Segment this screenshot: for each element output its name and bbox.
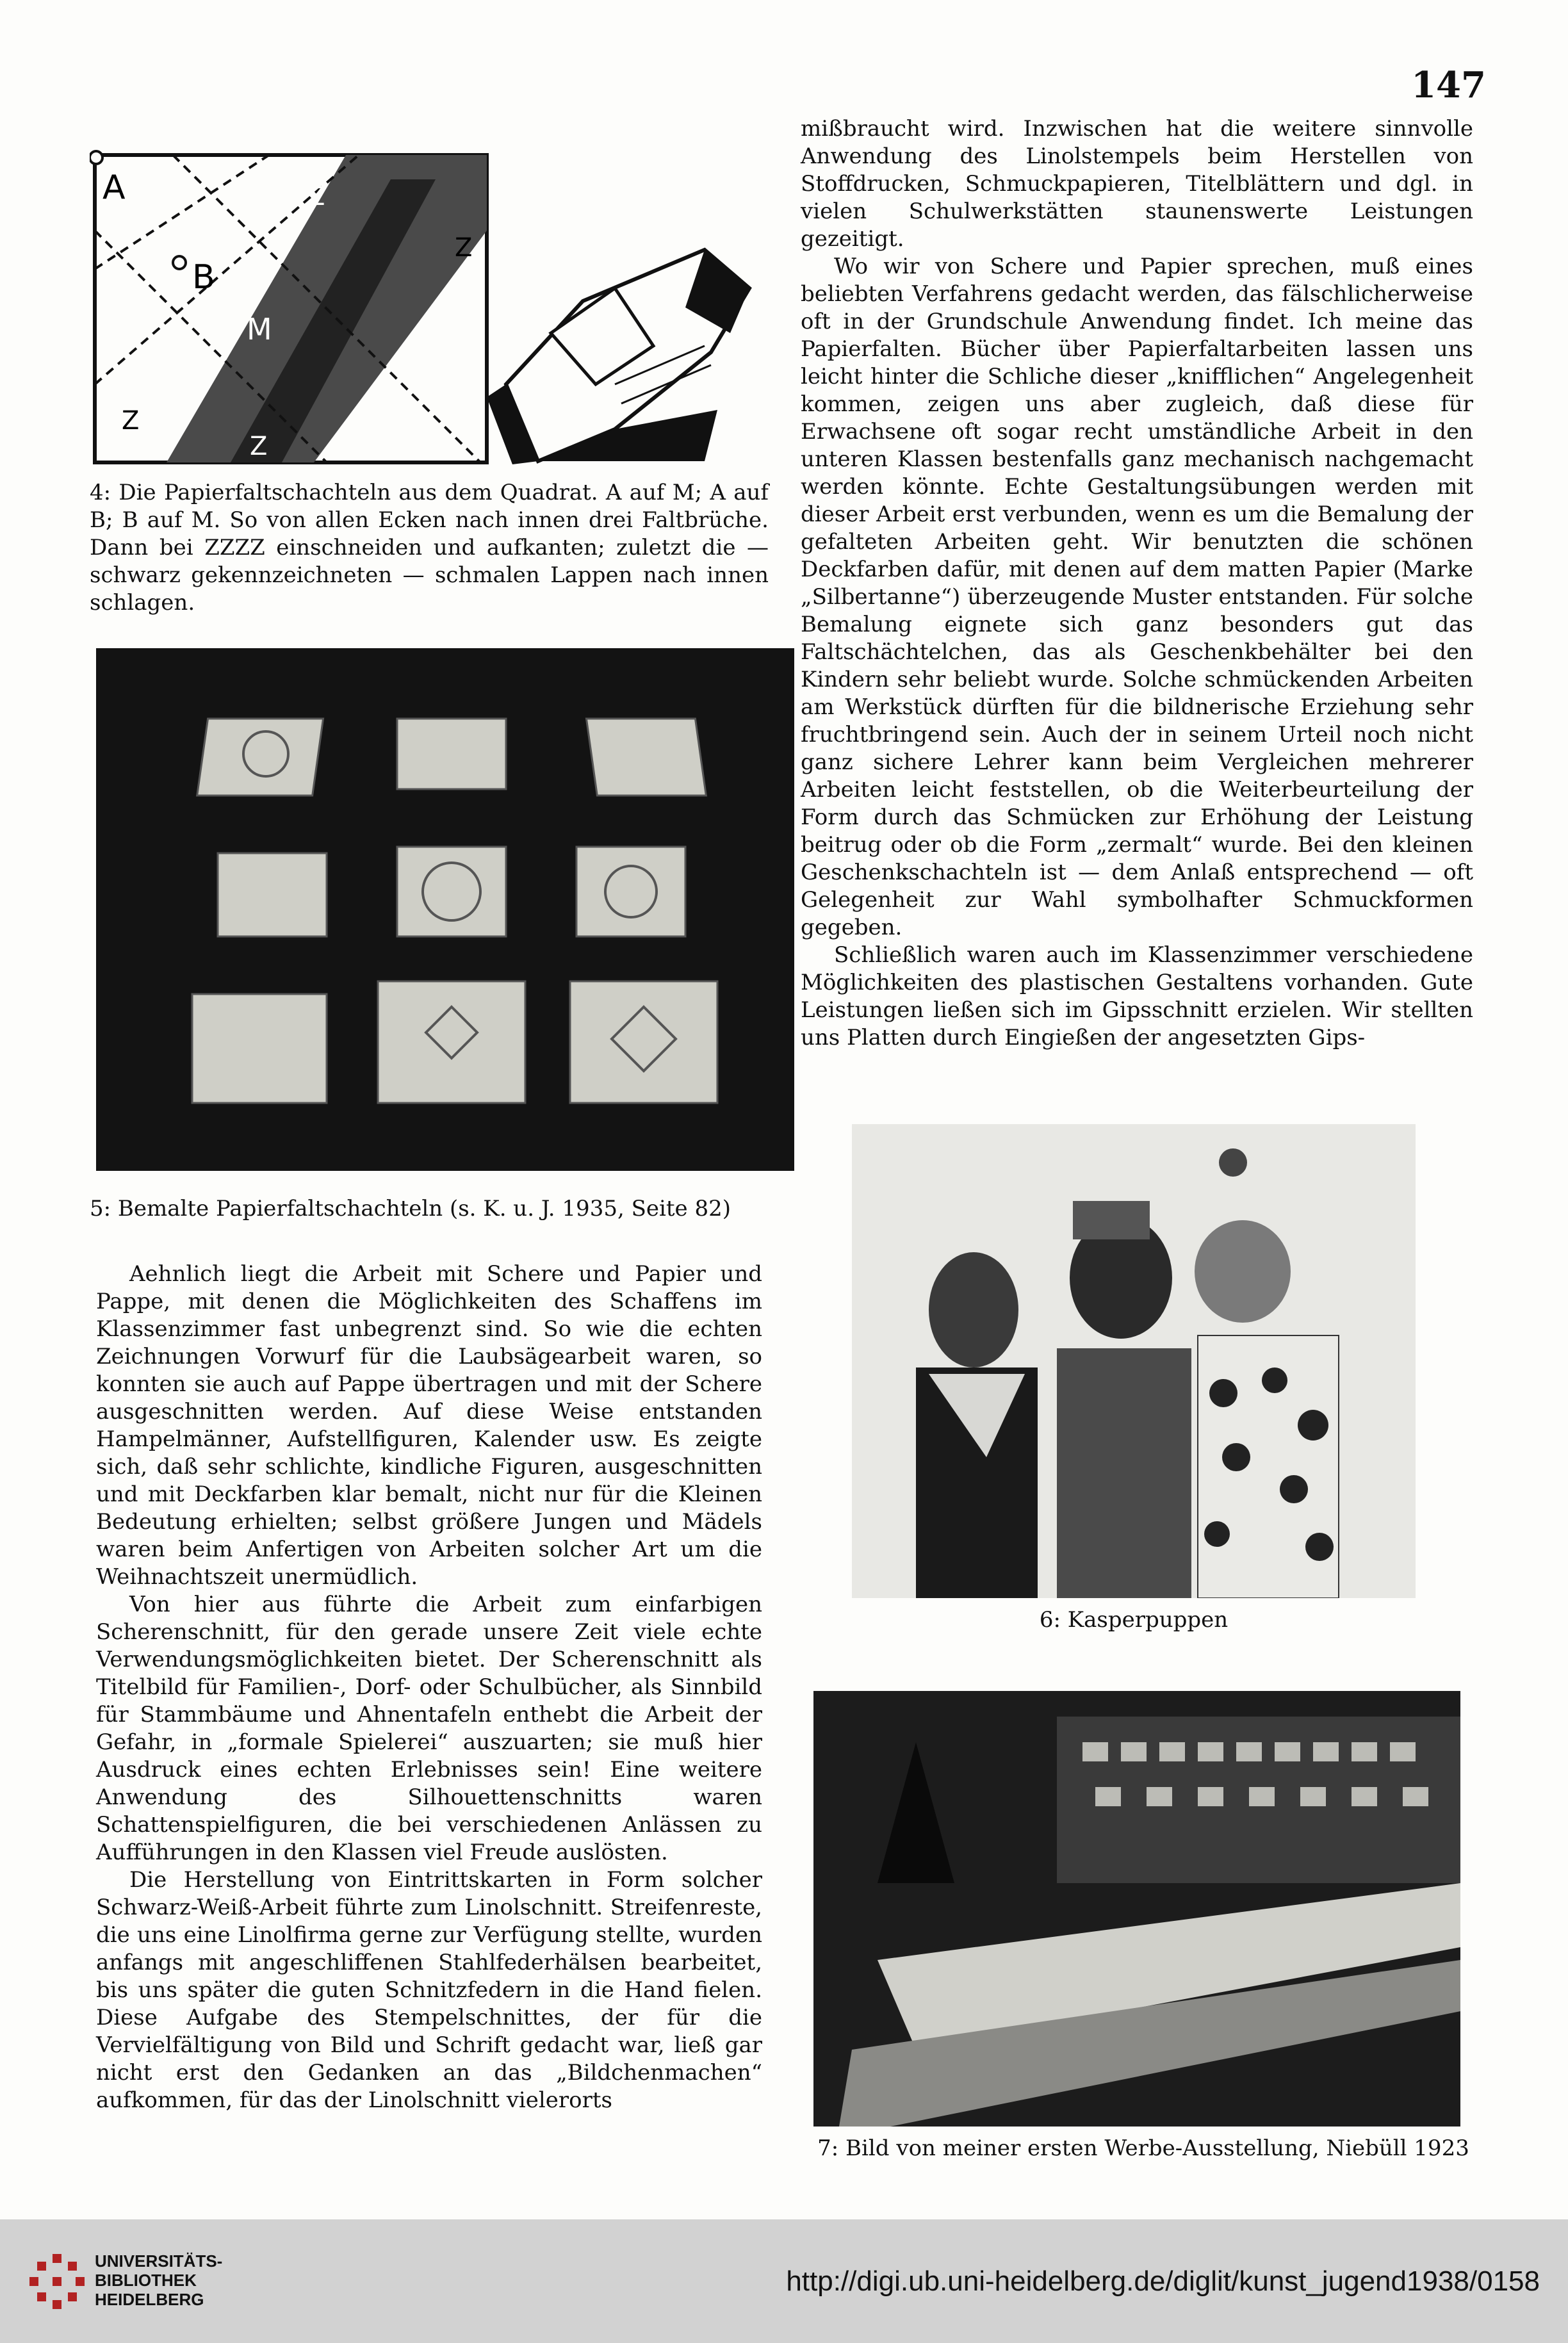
- figure-5-caption: [90, 1195, 807, 1223]
- label-a: A: [102, 168, 126, 207]
- left-paragraph-3: Die Herstellung von Eintrittskarten in Form solcher Schwarz-Weiß-Arbeit führte zum Linolschnitt. Streifenreste, die uns eine Linolfirma gerne zur Verfügung stellte, wurden anfangs mit angeschliffenen Stahlfederhälsen bearbeitet, bis uns später die guten Schnitzfedern in die Hand fielen. Diese Aufgabe des Stempelschnittes, der für die Vervielfältigung von Bild und Schrift gedacht war, ließ gar nicht erst den Gedanken an das „Bildchenmachen“ aufkommen, für das der Linolschnitt vielerorts: [96, 1867, 762, 2113]
- figure-5-caption-text: 5: Bemalte Papierfaltschachteln (s. K. u. J. 1935, Seite 82): [90, 1196, 731, 1221]
- viewer-footer: [0, 2219, 1568, 2343]
- label-m: M: [247, 312, 272, 347]
- permalink-url[interactable]: http://digi.ub.uni-heidelberg.de/diglit/kunst_jugend1938/0158: [786, 2265, 1540, 2297]
- figure-6-caption-text: 6: Kasperpuppen: [1039, 1607, 1229, 1633]
- figure-4-caption-text: 4: Die Papierfaltschachteln aus dem Quadrat. A auf M; A auf B; B auf M. So von allen Ecken nach innen drei Faltbrüche. Dann bei ZZZZ einschneiden und aufkanten; zuletzt die — schwarz gekennzeichneten — schmalen Lappen nach innen schlagen.: [90, 480, 769, 616]
- library-name-line-2: BIBLIOTHEK: [95, 2271, 197, 2290]
- label-z-1: Z: [307, 182, 325, 211]
- left-paragraph-1: Aehnlich liegt die Arbeit mit Schere und Papier und Pappe, mit denen die Möglichkeiten des Schaffens im Klassenzimmer fast unbegrenzt sind. So wie die echten Zeichnungen Vorwurf für die Laubsägearbeit waren, so konnten sie auch auf Pappe übertragen und mit der Schere ausgeschnitten werden. Auf diese Weise entstanden Hampelmänner, Aufstellfiguren, Kalender usw. Es zeigte sich, daß sehr schlichte, kindliche Figuren, ausgeschnitten und mit Deckfarben klar bemalt, nicht nur für die Kleinen Bedeutung erhielten; selbst größere Jungen und Mädels waren beim Anfertigen von Arbeiten solcher Art um die Weihnachtszeit unermüdlich.: [96, 1261, 762, 1590]
- library-name-line-3: HEIDELBERG: [95, 2290, 204, 2309]
- painted-boxes-photo: [96, 648, 794, 1171]
- left-paragraph-2: Von hier aus führte die Arbeit zum einfarbigen Scherenschnitt, für den gerade unsere Zeit viele echte Verwendungsmöglichkeiten bietet. Der Scherenschnitt als Titelbild für Familien-, Dorf- oder Schulbücher, als Sinnbild für Stammbäume und Ahnentafeln enthebt die Arbeit der Gefahr, in „formale Spielerei“ auszuarten; sie muß hier Ausdruck eines echten Erlebnisses sein! Eine weitere Anwendung des Silhouettenschnitts waren Schattenspielfiguren, die bei verschiedenen Anlässen zu Aufführungen in den Klassen viel Freude auslösten.: [96, 1592, 762, 1865]
- label-z-2: Z: [455, 233, 473, 263]
- label-b: B: [192, 258, 215, 297]
- figure-6-caption: [852, 1606, 1416, 1634]
- figure-4-folding-diagram: [90, 141, 756, 468]
- exhibition-photo: [813, 1691, 1460, 2127]
- figure-7-photo: [813, 1691, 1460, 2127]
- folding-diagram-drawing: [90, 141, 756, 468]
- page-number: 147: [1411, 64, 1486, 106]
- university-library-logo: [28, 2253, 86, 2310]
- label-z-3: Z: [122, 406, 140, 436]
- figure-5-photo: [96, 648, 794, 1171]
- kasper-puppets-photo: [852, 1124, 1416, 1598]
- figure-7-caption: [817, 2135, 1470, 2162]
- library-name-line-1: UNIVERSITÄTS-: [95, 2251, 223, 2271]
- right-paragraph-3: Schließlich waren auch im Klassenzimmer verschiedene Möglichkeiten des plastischen Gestaltens vorhanden. Gute Leistungen ließen sich im Gipsschnitt erzielen. Wir stellten uns Platten durch Eingießen der angesetzten Gips-: [801, 942, 1473, 1050]
- left-column-text: [96, 1261, 762, 2114]
- label-z-4: Z: [250, 432, 268, 461]
- right-column-text: [801, 115, 1473, 1052]
- right-paragraph-2: Wo wir von Schere und Papier sprechen, muß eines beliebten Verfahrens gedacht werden, das fälschlicherweise oft in der Grundschule Anwendung findet. Ich meine das Papierfalten. Bücher über Papierfaltarbeiten lassen uns leicht hinter die Schliche dieser „knifflichen“ Angelegenheit kommen, zeigen uns aber zugleich, daß diese für Erwachsene oft sogar recht umständliche Arbeit in den unteren Klassen bestenfalls ganz mechanisch nachgemacht werden könnte. Echte Gestaltungsübungen werden mit dieser Arbeit erst verbunden, wenn es um die Bemalung der gefalteten Arbeiten geht. Wir benutzten die schönen Deckfarben dafür, mit denen auf dem matten Papier (Marke „Silbertanne“) überzeugende Muster entstanden. Für solche Bemalung eignete sich ganz besonders gut das Faltschächtelchen, das als Geschenkbehälter bei den Kindern sehr beliebt wurde. Solche schmückenden Arbeiten am Werkstück dürften für die bildnerische Erziehung sehr fruchtbringend sein. Auch der in seinem Urteil noch nicht ganz sichere Lehrer kann beim Vergleichen mehrerer Arbeiten leicht feststellen, ob die Weiterbeurteilung der Form durch das Schmücken zur Erhöhung der Leistung beitrug oder ob die Form „zermalt“ wurde. Bei den kleinen Geschenkschachteln ist — dem Anlaß entsprechend — oft Gelegenheit zur Wahl symbolhafter Schmuckformen gegeben.: [801, 254, 1473, 940]
- library-name: [95, 2251, 222, 2309]
- figure-6-photo: [852, 1124, 1416, 1598]
- right-paragraph-1: mißbraucht wird. Inzwischen hat die weitere sinnvolle Anwendung des Linolstempels beim Herstellen von Stoffdrucken, Schmuckpapieren, Titelblättern und dgl. in vielen Schulwerkstätten staunenswerte Leistungen gezeitigt.: [801, 116, 1473, 252]
- figure-7-caption-text: 7: Bild von meiner ersten Werbe-Ausstellung, Niebüll 1923: [817, 2135, 1469, 2161]
- figure-4-caption: [90, 479, 769, 617]
